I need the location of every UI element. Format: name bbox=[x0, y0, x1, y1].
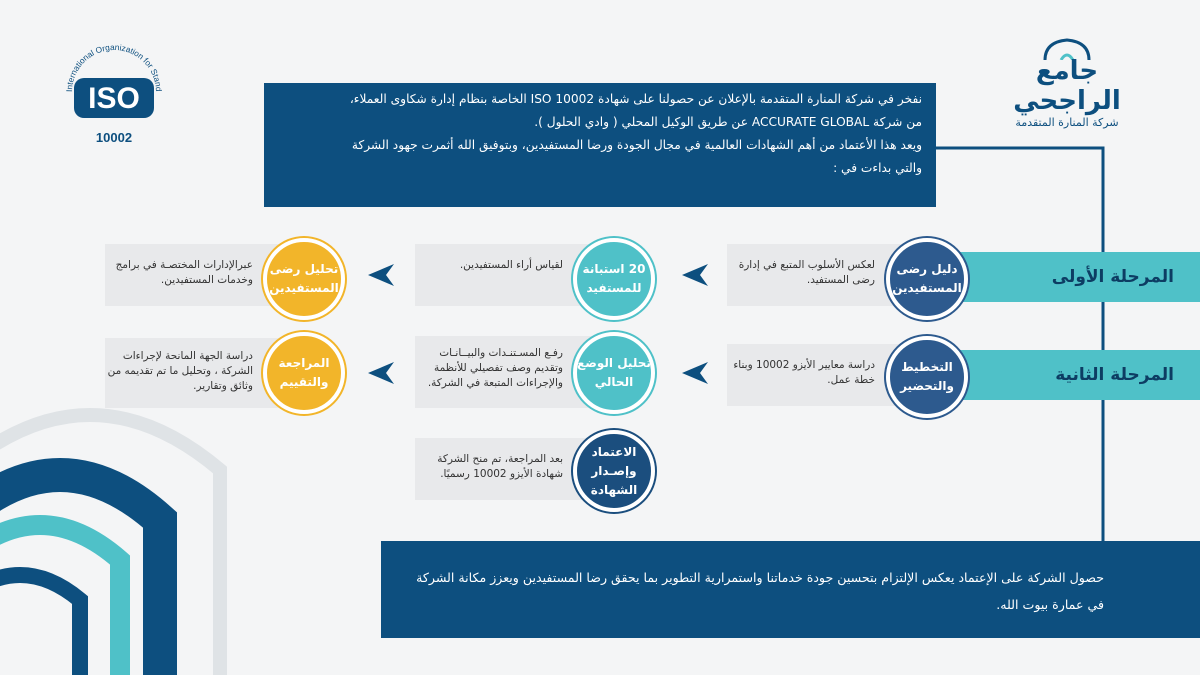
intro-line-1: نفخر في شركة المنارة المتقدمة بالإعلان عن حصولنا على شهادة ISO 10002 الخاصة بنظام إدارة شكاوى العملاء، bbox=[349, 92, 922, 106]
intro-box bbox=[264, 83, 936, 207]
phase-1-label: المرحلة الأولى bbox=[960, 252, 1200, 302]
step-circle-planning bbox=[886, 336, 968, 418]
step-circle-current-state bbox=[573, 332, 655, 414]
iso-emblem bbox=[52, 30, 176, 154]
step-description: دراسة الجهة المانحة لإجراءات الشركة ، وتحليل ما تم تقديمه من وثائق وتقارير. bbox=[107, 350, 253, 392]
intro-line-4: والتي بداءت في : bbox=[833, 161, 922, 175]
step-circle-review bbox=[263, 332, 345, 414]
step-description: لقياس أراء المستفيدين. bbox=[459, 259, 563, 271]
logo-name: جامع الراجحي bbox=[1013, 56, 1121, 116]
step-circle-satisfaction-analysis bbox=[263, 238, 345, 320]
step-circle-questionnaires bbox=[573, 238, 655, 320]
step-description: عبرالإدارات المختصـة في برامج وخدمات المستفيدين. bbox=[115, 259, 253, 286]
arrow-left-icon bbox=[682, 362, 708, 384]
step-title: التخطيط والتحضير bbox=[900, 360, 954, 393]
step-circle-accreditation bbox=[573, 430, 655, 512]
company-logo bbox=[982, 38, 1152, 130]
logo-subtitle: شركة المنارة المتقدمة bbox=[1015, 116, 1119, 129]
step-title: المراجعة والتقييم bbox=[278, 356, 330, 389]
step-description: بعد المراجعة، تم منح الشركة شهادة الأيزو 10002 رسميًا. bbox=[437, 453, 563, 480]
summary-text: حصول الشركة على الإعتماد يعكس الإلتزام بتحسين جودة خدماتنا واستمرارية التطوير بما يحقق رضا المستفيدين ويعزز مكانة الشركة في عمارة بيوت الله. bbox=[416, 570, 1104, 612]
iso-mark: ISO bbox=[88, 82, 140, 115]
iso-arc-text: International Organization for Stand bbox=[63, 41, 165, 93]
step-circle-satisfaction-guide bbox=[886, 238, 968, 320]
step-description: دراسة معايير الأيزو 10002 وبناء خطة عمل. bbox=[733, 359, 875, 386]
arrow-left-icon bbox=[368, 264, 394, 286]
step-title: تحليل رضى المستفيدين bbox=[269, 262, 339, 295]
step-description: لعكس الأسلوب المتبع في إدارة رضى المستفيد. bbox=[738, 259, 875, 286]
intro-line-2: من شركة ACCURATE GLOBAL عن طريق الوكيل المحلي ( وادي الحلول ). bbox=[534, 115, 922, 129]
step-title: 20 استبانة للمستفيد bbox=[582, 262, 646, 295]
arrow-left-icon bbox=[368, 362, 394, 384]
phase-2-label: المرحلة الثانية bbox=[960, 350, 1200, 400]
connector-line bbox=[936, 148, 1103, 547]
arch-inner bbox=[0, 575, 80, 675]
intro-line-3: ويعد هذا الأعتماد من أهم الشهادات العالمية في مجال الجودة ورضا المستفيدين، وبتوفيق الله أثمرت جهود الشركة bbox=[351, 138, 922, 152]
step-title: تحليل الوضع الحالي bbox=[577, 356, 651, 389]
step-title: الاعتماد وإصـدار الشهادة bbox=[590, 444, 638, 497]
iso-logo bbox=[52, 30, 176, 154]
arrow-left-icon bbox=[682, 264, 708, 286]
step-description: رفـع المسـتنـدات والبيــانـات وتقديم وصف تفصيلي للأنظمة والإجراءات المتبعة في الشركة. bbox=[427, 347, 563, 389]
iso-number: 10002 bbox=[95, 130, 133, 145]
arch-middle bbox=[0, 525, 120, 675]
step-title: دليل رضى المستفيدين bbox=[892, 262, 962, 295]
summary-box bbox=[381, 541, 1200, 638]
